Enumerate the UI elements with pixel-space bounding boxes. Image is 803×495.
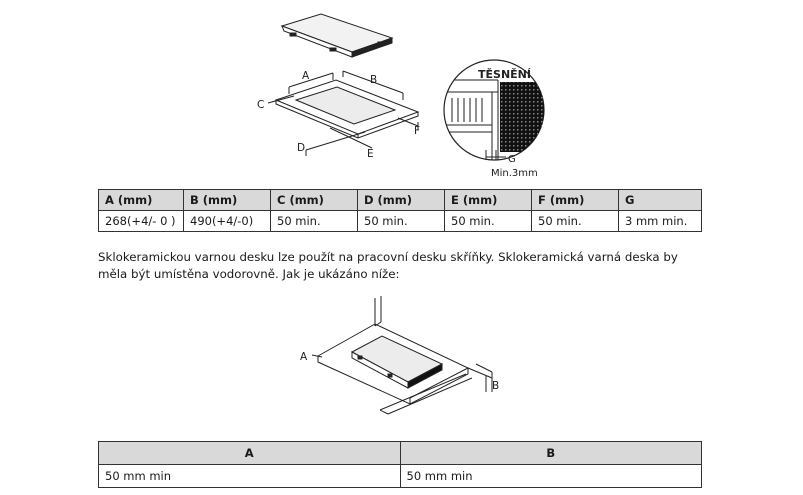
installation-paragraph: Sklokeramickou varnou desku lze použít na pracovní desku skříňky. Sklokeramická varná deska by měla být umístěna vodorovně. Jak je ukázáno níže:	[98, 250, 678, 281]
hob-bottom-illustration	[352, 336, 442, 388]
dim-label-d: D	[297, 142, 306, 154]
dim-label-f: F	[414, 125, 421, 137]
table-header: B	[400, 442, 702, 465]
table-header: E (mm)	[445, 190, 532, 211]
installation-cutout-diagram	[250, 8, 550, 178]
table-cell: 50 mm min	[99, 465, 401, 488]
clearance-table	[98, 441, 702, 488]
table-header-row	[99, 190, 702, 211]
table-header: G	[619, 190, 702, 211]
table-cell: 3 mm min.	[619, 211, 702, 232]
table-row	[99, 211, 702, 232]
dim-label-c: C	[257, 99, 265, 111]
dim-label-b: B	[370, 74, 378, 86]
seal-label: TĚSNĚNÍ	[478, 68, 531, 81]
table-header: B (mm)	[184, 190, 271, 211]
table-header-row	[99, 442, 702, 465]
dim-label-a: A	[302, 70, 310, 82]
table-cell: 50 min.	[271, 211, 358, 232]
table-cell: 268(+4/- 0 )	[99, 211, 184, 232]
dim-label-a: A	[300, 351, 308, 363]
table-header: A (mm)	[99, 190, 184, 211]
table-cell: 50 min.	[532, 211, 619, 232]
table-header: D (mm)	[358, 190, 445, 211]
table-cell: 50 min.	[358, 211, 445, 232]
dim-label-b: B	[492, 380, 500, 392]
table-header: C (mm)	[271, 190, 358, 211]
table-cell: 50 mm min	[400, 465, 702, 488]
dim-label-g: G	[508, 154, 516, 165]
table-cell: 490(+4/-0)	[184, 211, 271, 232]
table-row	[99, 465, 702, 488]
table-cell: 50 min.	[445, 211, 532, 232]
table-header: F (mm)	[532, 190, 619, 211]
table-header: A	[99, 442, 401, 465]
cutout-dimensions-table	[98, 189, 702, 232]
dim-label-e: E	[367, 148, 374, 160]
worktop-cutout-illustration	[268, 71, 421, 156]
hob-placement-diagram	[295, 292, 510, 420]
min-gap-label: Min.3mm	[491, 168, 538, 178]
hob-top-illustration	[282, 14, 392, 57]
